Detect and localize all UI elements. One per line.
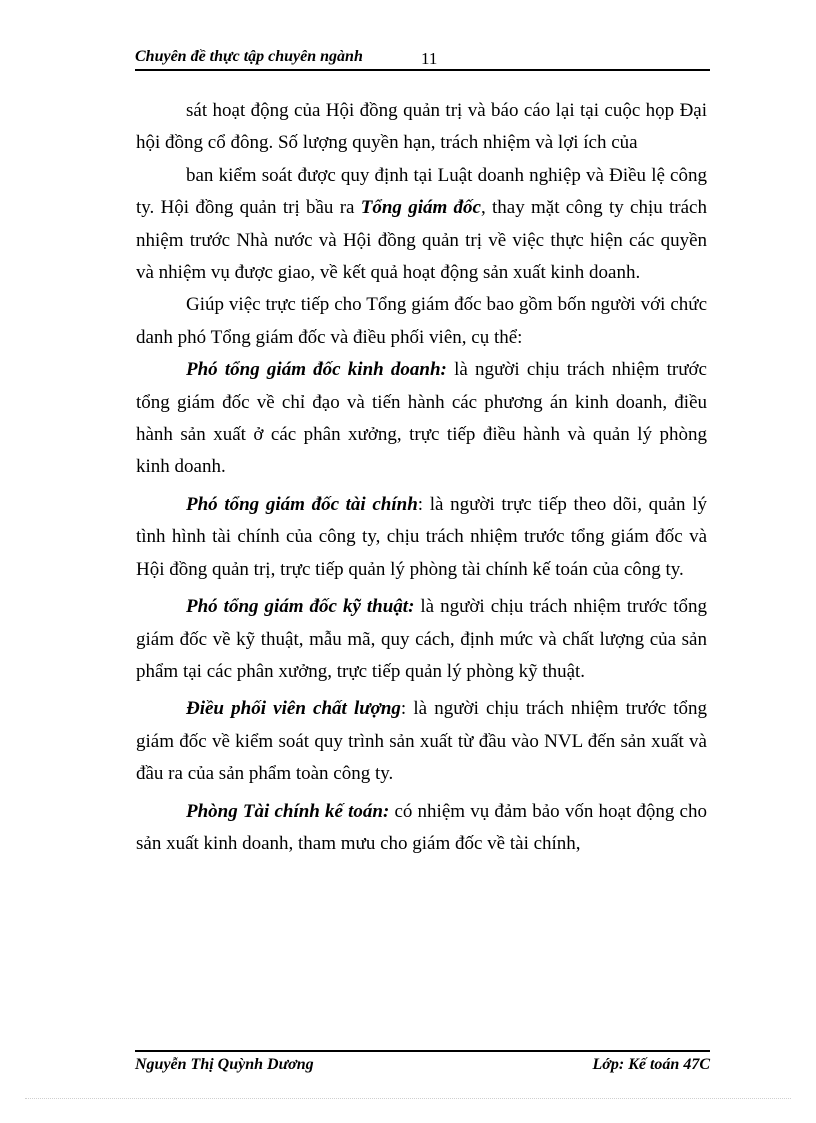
text-run: : là người chịu trách nhiệm trước tổng giám đốc về kiểm soát quy trình sản xuất từ đầu vào NVL đến sản xuất và đầu ra của sản phẩm toàn công ty. bbox=[136, 698, 708, 785]
bold-term: Phó tổng giám đốc kỹ thuật: bbox=[186, 596, 415, 618]
bold-term: Phòng Tài chính kế toán: bbox=[186, 800, 390, 822]
bold-term: Phó tổng giám đốc tài chính bbox=[186, 493, 418, 515]
paragraph bbox=[136, 489, 707, 586]
text-run: ban kiểm soát được quy định tại Luật doanh nghiệp và Điều lệ công ty. Hội đồng quản trị bầu ra bbox=[136, 164, 707, 219]
document-title: Chuyên đề thực tập chuyên ngành bbox=[135, 48, 363, 65]
bold-term: Phó tổng giám đốc kinh doanh: bbox=[186, 359, 447, 381]
paragraph bbox=[136, 289, 707, 354]
text-run: , thay mặt công ty chịu trách nhiệm trước Nhà nước và Hội đồng quản trị về việc thực hiện các quyền và nhiệm vụ được giao, về kết quả hoạt động sản xuất kinh doanh. bbox=[136, 197, 707, 284]
footer-rule bbox=[135, 1050, 710, 1052]
paragraph bbox=[136, 95, 707, 160]
page-bottom-dotted-line bbox=[25, 1098, 791, 1099]
bold-term: Điều phối viên chất lượng bbox=[186, 698, 401, 720]
text-run: có nhiệm vụ đảm bảo vốn hoạt động cho sản xuất kinh doanh, tham mưu cho giám đốc về tài chính, bbox=[136, 800, 707, 854]
paragraph bbox=[136, 160, 707, 290]
paragraph bbox=[136, 591, 707, 688]
author-name: Nguyễn Thị Quỳnh Dương bbox=[135, 1056, 314, 1073]
text-run: Giúp việc trực tiếp cho Tổng giám đốc bao gồm bốn người với chức danh phó Tổng giám đốc và điều phối viên, cụ thể: bbox=[136, 294, 707, 348]
text-run: là người chịu trách nhiệm trước tổng giám đốc về chỉ đạo và tiến hành các phương án kinh doanh, điều hành sản xuất ở các phân xưởng, trực tiếp điều hành và quản lý phòng kinh doanh. bbox=[136, 359, 707, 478]
bold-term: Tổng giám đốc bbox=[360, 197, 481, 219]
text-run: sát hoạt động của Hội đồng quản trị và báo cáo lại tại cuộc họp Đại hội đồng cổ đông. Số lượng quyền hạn, trách nhiệm và lợi ích của bbox=[136, 100, 707, 154]
page-number: 11 bbox=[421, 49, 438, 68]
class-label: Lớp: Kế toán 47C bbox=[592, 1056, 710, 1073]
page-footer bbox=[135, 1050, 710, 1080]
paragraph bbox=[136, 796, 707, 861]
page-header bbox=[135, 48, 710, 70]
text-run: : là người trực tiếp theo dõi, quản lý tình hình tài chính của công ty, chịu trách nhiệm trước tổng giám đốc và Hội đồng quản trị, trực tiếp quản lý phòng tài chính kế toán của công ty. bbox=[136, 493, 707, 580]
header-rule bbox=[135, 69, 710, 71]
body-text bbox=[136, 95, 707, 860]
paragraph bbox=[136, 354, 707, 484]
text-run: là người chịu trách nhiệm trước tổng giám đốc về kỹ thuật, mẫu mã, quy cách, định mức và chất lượng của sản phẩm tại các phân xưởng, trực tiếp quản lý phòng kỹ thuật. bbox=[136, 596, 707, 682]
paragraph bbox=[136, 693, 707, 790]
